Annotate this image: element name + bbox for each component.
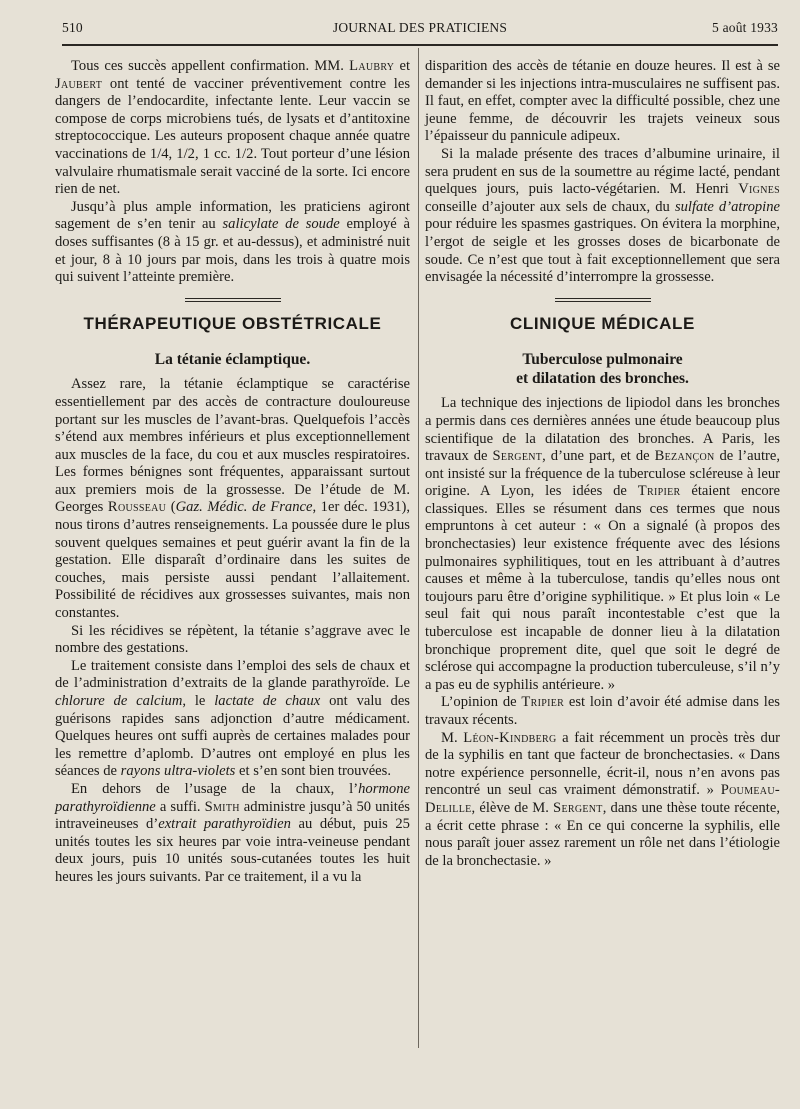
italic-run: chlorure de calcium bbox=[55, 693, 183, 709]
author-name: Léon-Kindberg bbox=[463, 729, 557, 746]
running-header bbox=[62, 14, 778, 46]
text-run: conseille d’ajouter aux sels de chaux, du bbox=[425, 198, 675, 215]
paragraph-salicylate bbox=[55, 199, 410, 287]
paragraph-opinion bbox=[425, 694, 780, 729]
text-run: étaient encore classiques. Elles se résument dans ces termes que nous empruntons à cet auteur : « On a signalé (à propos des bronchectasies) leur existence fréquente avec des lésions pulmonaires syphilitiques, tout en les attribuant à d’autres causes et même à la tuberculose, tandis qu’elles nous ont toujours paru être d’origine syphilitique. » Et plus loin « Le seul fait qui nous paraît incontestable c’est que la tuberculose est incapable de donner lieu à la dilatation bronchique proprement dite, quel que soit le degré de sclérose qui accompagne la production tuberculeuse, s’il n’y a pas eu de syphilis antérieure. » bbox=[425, 483, 780, 693]
text-run: Si la malade présente des traces d’albumine urinaire, il sera prudent en sus de la soumettre au régime lacté, pendant quelques jours, puis lacto-végétarien. M. Henri bbox=[425, 145, 780, 198]
paragraph-intro bbox=[55, 58, 410, 199]
text-run: au début, puis 25 unités toutes les six heures par voie intra-veineuse pendant deux jours, puis 10 unités sous-cutanées toutes les huit heures les jours suivants. Par ce traitement, il a vu la bbox=[55, 816, 410, 885]
text-run: employé à doses suffisantes (8 à 15 gr. et au-dessus), et administré nuit et jour, 8 à 10 jours par mois, dans les trois à quatre mois qui suivent l’atteinte première. bbox=[55, 216, 411, 286]
text-run: Tous ces succès appellent confirmation. MM. bbox=[71, 58, 350, 74]
text-run: Jusqu’à plus ample information, les praticiens agiront sagement de s’en tenir au bbox=[55, 198, 410, 233]
text-run: L’opinion de bbox=[441, 694, 522, 711]
text-run: Assez rare, la tétanie éclamptique se caractérise essentiellement par des accès de contracture douloureuse portant sur les muscles de l’avant-bras. Quelquefois l’accès s’étend aux membres inférieurs et plus exceptionnellement aux muscles de la face, du cou et aux muscles respiratoires. Les formes bénignes sont fréquentes, apparaissant surtout aux premiers mois de la grossesse. De l’étude de M. Georges bbox=[55, 376, 410, 516]
paragraph-traitement bbox=[55, 658, 410, 781]
text-run: ont valu des guérisons rapides sans adjonction d’autre médicament. Quelques heures ont suffi auprès de certaines malades pour les remettre d’aplomb. D’autres ont employé en plus les séances de bbox=[55, 693, 410, 780]
page-number: 510 bbox=[62, 20, 83, 35]
italic-run: lactate de chaux bbox=[214, 693, 321, 709]
paragraph-tetanie bbox=[55, 376, 410, 622]
author-name: Rousseau bbox=[107, 499, 167, 516]
text-run: a suffi. bbox=[155, 798, 205, 815]
subsection-title-line-2: et dilatation des bronches. bbox=[516, 370, 689, 388]
subsection-title-tuberculose bbox=[425, 350, 780, 388]
text-run: ont tenté de vacciner préventivement contre les dangers de l’endocardite, infectante lente. Leur vaccin se compose de corps microbiens tués, de lysats et d’antitoxine streptococcique. Les auteurs proposent chaque année quatre vaccinations de 1/4, 1/2, 1 cc. 1/2. Tout porteur d’une lésion valvulaire rhumatismale serait vacciné de la sorte. Ici encore rien de net. bbox=[55, 75, 410, 198]
author-name: Smith bbox=[204, 798, 240, 815]
author-name: Bezançon bbox=[654, 448, 715, 465]
italic-run: sulfate d’atropine bbox=[674, 198, 781, 215]
text-run: pour réduire les spasmes gastriques. On évitera la morphine, l’ergot de seigle et les grosses doses de bicarbonate de soude. Ce n’est que tout à fait exceptionnellement que sera envisagée la nécessité d’interrompre la grossesse. bbox=[425, 216, 780, 286]
text-run: , le bbox=[182, 693, 215, 709]
text-run: disparition des accès de tétanie en douze heures. Il est à se demander si les injections intra-musculaires ne suffisent pas. Il faut, en effet, compter avec la difficulté possible, chez une jeune femme, de découvrir les trajets veineux sous l’épaisseur du pannicule adipeux. bbox=[425, 58, 780, 145]
text-run: et s’en sont bien trouvées. bbox=[235, 763, 391, 780]
paragraph-albumine bbox=[425, 146, 780, 287]
author-name: Vignes bbox=[738, 181, 780, 198]
paragraph-continuation bbox=[425, 58, 780, 146]
subsection-title-line-1: Tuberculose pulmonaire bbox=[522, 351, 683, 369]
text-run: La technique des injections de lipiodol dans les bronches a permis dans ces dernières années une étude beaucoup plus scientifique de la dilatation des bronches. A Paris, les travaux de bbox=[425, 395, 780, 465]
author-name: Tripier bbox=[637, 483, 681, 500]
author-name: Poumeau-Delille bbox=[425, 782, 780, 816]
column-divider bbox=[418, 48, 419, 1048]
text-run: a fait récemment un procès très dur de la syphilis en tant que facteur de bronchectasies. « Dans notre expérience personnelle, écrit-il, nous n’en avons pas rencontré un seul cas vraiment démonstratif. » bbox=[425, 729, 780, 799]
author-name: Laubry bbox=[349, 58, 395, 74]
text-run: Si les récidives se répètent, la tétanie s’aggrave avec le nombre des gestations. bbox=[55, 622, 410, 657]
paragraph-recidives bbox=[55, 623, 410, 658]
author-name: Sergent bbox=[492, 448, 543, 465]
italic-run: rayons ultra-violets bbox=[120, 763, 236, 780]
text-run: , dans une thèse toute récente, a écrit cette phrase : « En ce qui concerne la syphilis, elle nous paraît jouer assez rarement un rôle net dans l’étiologie de la bronchectasie. » bbox=[425, 799, 780, 869]
author-name: Tripier bbox=[521, 694, 565, 711]
paragraph-lipiodol bbox=[425, 395, 780, 694]
section-separator bbox=[185, 298, 281, 302]
text-run: et bbox=[394, 58, 410, 74]
text-run: Le traitement consiste dans l’emploi des sels de chaux et de l’administration d’extraits de la glande parathyroïde. Le bbox=[55, 657, 410, 692]
italic-run: extrait parathyroïdien bbox=[158, 816, 291, 833]
text-run: , 1er déc. 1931), nous tirons d’autres renseignements. La poussée dure le plus souvent quelques semaines et peut guérir avant la fin de la gestation. Elle disparaît d’ordinaire dans les suites de couches, mais persiste aussi pendant l’allaitement. Possibilité de récidives aux grossesses suivantes, mais non constantes. bbox=[55, 499, 411, 622]
italic-run: Gaz. Médic. de France bbox=[175, 499, 313, 516]
paragraph-hormone bbox=[55, 781, 410, 887]
paragraph-leon-kindberg bbox=[425, 730, 780, 871]
section-separator bbox=[555, 298, 651, 302]
subsection-title-tetanie: La tétanie éclamptique. bbox=[154, 351, 311, 369]
text-run: est loin d’avoir été admise dans les travaux récents. bbox=[425, 694, 780, 728]
section-title-clinique: CLINIQUE MÉDICALE bbox=[510, 313, 695, 333]
issue-date: 5 août 1933 bbox=[712, 20, 778, 35]
left-column bbox=[55, 58, 410, 887]
right-column bbox=[425, 58, 780, 870]
text-run: administre jusqu’à 50 unités intraveineuses d’ bbox=[55, 798, 410, 833]
author-name: Jaubert bbox=[55, 75, 103, 92]
text-run: ( bbox=[166, 499, 176, 516]
section-title-therapeutique: THÉRAPEUTIQUE OBSTÉTRICALE bbox=[83, 313, 382, 333]
text-run: , élève de M. bbox=[471, 799, 554, 816]
italic-run: hormone parathyroïdienne bbox=[55, 780, 410, 815]
text-run: de l’autre, ont insisté sur la fréquence de la tuberculose scléreuse à leur origine. A Lyon, les idées de bbox=[425, 448, 780, 500]
text-run: , d’une part, et de bbox=[542, 448, 655, 465]
text-run: M. bbox=[441, 729, 464, 746]
italic-run: salicylate de soude bbox=[222, 216, 340, 233]
text-run: En dehors de l’usage de la chaux, l’ bbox=[71, 780, 359, 797]
journal-title: JOURNAL DES PRATICIENS bbox=[332, 20, 508, 35]
author-name: Sergent bbox=[553, 799, 603, 816]
